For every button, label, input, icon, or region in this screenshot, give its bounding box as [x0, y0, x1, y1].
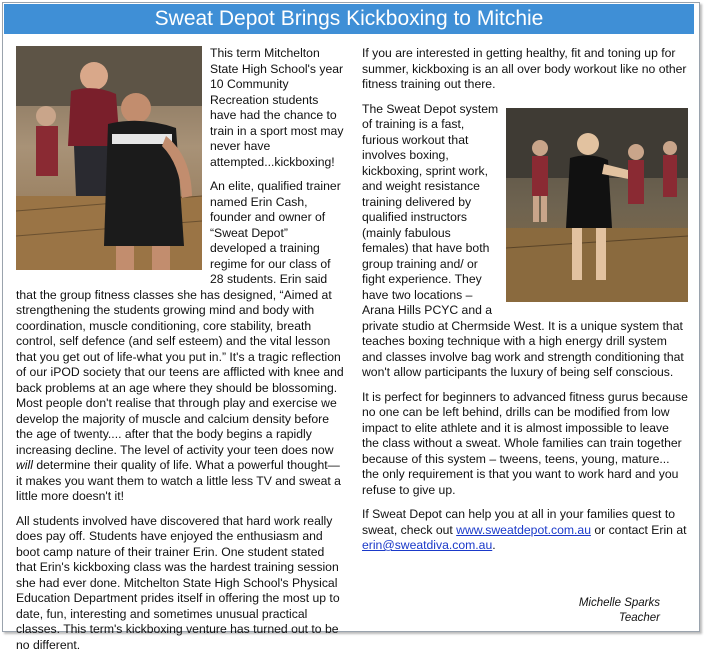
right-paragraph-4-middle: or contact Erin at — [590, 522, 687, 537]
right-paragraph-4 — [362, 507, 688, 554]
photo-class-illustration — [506, 108, 688, 302]
left-paragraph-2-emphasis: will — [16, 458, 33, 472]
right-column — [362, 46, 688, 563]
right-paragraph-1: If you are interested in getting healthy, fit and toning up for summer, kickboxing is an all over body workout like no other fitness training out there. — [362, 46, 687, 91]
right-paragraph-4-end: . — [492, 538, 496, 552]
left-paragraph-3: All students involved have discovered that hard work really does pay off. Students have enjoyed the enthusiasm and boot camp nature of their trainer Erin. One student stated that Erin's kickboxing class was the hardest training session she had ever done. Mitchelton State High School's Physical Education Department prides itself in offering the most up to date, fun, interesting and sometimes unusual practical classes. This term's kickboxing venture has turned out to be no different. — [16, 513, 340, 652]
signature-name: Michelle Sparks — [578, 597, 660, 609]
right-paragraph-2 — [362, 102, 688, 381]
right-paragraph-4-start: If Sweat Depot can help you at all in your families quest to sweat, check out — [362, 507, 675, 537]
photo-students-kickboxing — [16, 46, 202, 270]
signature-block — [540, 596, 660, 626]
photo-class-training — [506, 108, 688, 302]
sweatdepot-website-link[interactable]: www.sweatdepot.com.au — [456, 522, 591, 537]
signature-role: Teacher — [618, 612, 660, 624]
photo-students-illustration — [16, 46, 202, 270]
erin-email-link[interactable]: erin@sweatdiva.com.au — [362, 538, 493, 552]
left-paragraph-2-end: determine their quality of life. What a powerful thought—it makes you want them to watch a little less TV and sweat a little more doesn't it! — [16, 458, 341, 503]
right-paragraph-2-text: The Sweat Depot system of training is a fast, furious workout that involves boxing, kickboxing, sprint work, and weight resistance training delivered by qualified instructors (mainly fabulous females) that have both group training and/ or fight experience. They have two locations – Arana Hills PCYC and a private studio at Chermside West. It is a unique system that teaches boxing technique with a high energy drill system and classes involve bag work and strength conditioning that won't allow participants the luxury of being self conscious. — [362, 101, 684, 379]
left-paragraph-1: This term Mitchelton State High School's year 10 Community Recreation students have had the chance to train in a sport most may never have attempted...kickboxing! — [210, 46, 344, 169]
headline-banner: Sweat Depot Brings Kickboxing to Mitchie — [4, 4, 694, 34]
left-column — [16, 46, 344, 662]
right-paragraph-3: It is perfect for beginners to advanced fitness gurus because no one can be left behind, drills can be modified from low impact to elite athlete and it is almost impossible to leave the class without a sweat. Whole families can train together because of this system – tweens, teens, young, mature... the only requirement is that you want to work hard and you refuse to give up. — [362, 389, 688, 497]
left-paragraph-2-start: An elite, qualified trainer named Erin Cash, founder and owner of “Sweat Depot” developed a training regime for our class of 28 students. Erin said that the group fitness classes she has designed, “Aimed at strengthening the students growing mind and body with coordination, muscle conditioning, core stability, breath control, self defence (and self esteem) and the vital lesson that you get out of life-what you put in.” It's a tragic reflection of our iPOD society that our teens are afflicted with knee and back problems at an age where they should be blossoming. Most people don't realise that through play and exercise we develop the majority of muscle and calcium density before the age of twenty.... after that the body begins a rapidly increasing decline. The level of activity your teen does now — [16, 179, 344, 457]
